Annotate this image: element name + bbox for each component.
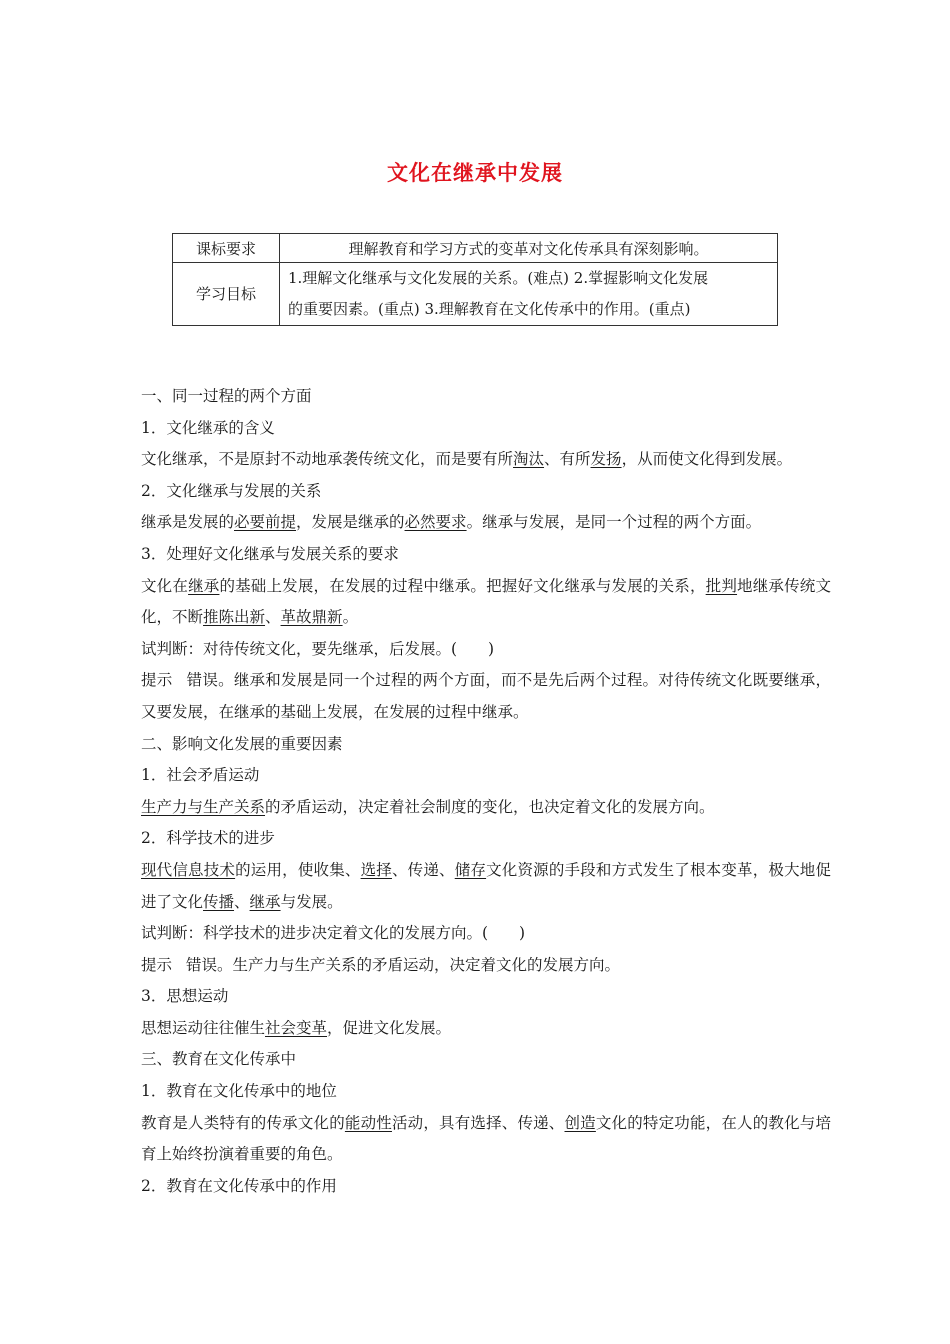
text-run: 文化的特定功能，在人的教化与培育上始终扮演着重要的角色。 xyxy=(141,1113,831,1164)
paragraph xyxy=(141,1108,831,1171)
sub-heading: 1．文化继承的含义 xyxy=(141,418,275,437)
text-run: ，促进文化发展。 xyxy=(327,1018,452,1037)
hint-paragraph xyxy=(141,665,831,728)
text-run: 。 xyxy=(342,608,359,627)
hint-label: 提示 xyxy=(141,955,173,974)
text-run: 、 xyxy=(265,608,281,627)
text-run: 的运用，使收集、 xyxy=(235,860,361,879)
judgement-question: 试判断：科学技术的进步决定着文化的发展方向。( ) xyxy=(141,924,526,943)
objective-line: 1.理解文化继承与文化发展的关系。(难点) 2.掌握影响文化发展 xyxy=(288,269,709,287)
table-cell xyxy=(280,263,778,326)
key-term: 革故鼎新 xyxy=(280,608,343,627)
text-run: 思想运动往往催生 xyxy=(141,1018,266,1037)
table-cell: 理解教育和学习方式的变革对文化传承具有深刻影响。 xyxy=(280,234,778,263)
paragraph xyxy=(141,507,831,539)
section-heading: 二、影响文化发展的重要因素 xyxy=(141,734,343,753)
key-term: 现代信息技术 xyxy=(141,860,236,879)
text-run: 、传递、 xyxy=(391,860,455,879)
paragraph xyxy=(141,571,831,634)
key-term: 淘汰 xyxy=(513,450,545,469)
hint-label: 提示 xyxy=(141,671,173,690)
key-term: 传播 xyxy=(203,892,235,911)
sub-heading: 2．文化继承与发展的关系 xyxy=(141,481,322,500)
key-term: 能动性 xyxy=(344,1113,392,1132)
hint-text: 错误。生产力与生产关系的矛盾运动，决定着文化的发展方向。 xyxy=(186,955,621,974)
sub-heading: 2．科学技术的进步 xyxy=(141,829,275,848)
table-row xyxy=(173,234,778,263)
table-header-cell: 学习目标 xyxy=(173,263,280,326)
text-run: 文化在 xyxy=(141,576,189,595)
hint-text: 错误。继承和发展是同一个过程的两个方面，而不是先后两个过程。对待传统文化既要继承，又要发展，在继承的基础上发展，在发展的过程中继承。 xyxy=(141,671,831,721)
text-run: 。继承与发展，是同一个过程的两个方面。 xyxy=(466,513,762,532)
text-run: 活动，具有选择、传递、 xyxy=(391,1113,565,1132)
sub-heading: 1．社会矛盾运动 xyxy=(141,766,260,785)
requirements-table xyxy=(172,233,778,326)
table-header-cell: 课标要求 xyxy=(173,234,280,263)
section-heading: 三、教育在文化传承中 xyxy=(141,1050,297,1069)
page-title: 文化在继承中发展 xyxy=(387,160,563,185)
key-term: 发扬 xyxy=(590,450,622,469)
sub-heading: 3．思想运动 xyxy=(141,987,229,1006)
key-term: 选择 xyxy=(360,860,392,879)
text-run: 与发展。 xyxy=(280,892,343,911)
judgement-question: 试判断：对待传统文化，要先继承，后发展。( ) xyxy=(141,639,495,658)
text-run: 的矛盾运动，决定着社会制度的变化，也决定着文化的发展方向。 xyxy=(265,797,715,816)
key-term: 继承 xyxy=(249,892,281,911)
sub-heading: 1．教育在文化传承中的地位 xyxy=(141,1082,337,1101)
hint-paragraph xyxy=(141,950,831,982)
paragraph xyxy=(141,855,831,918)
text-run: 教育是人类特有的传承文化的 xyxy=(141,1113,345,1132)
key-term: 必然要求 xyxy=(404,513,467,532)
document-body xyxy=(141,381,831,1202)
key-term: 社会变革 xyxy=(265,1018,328,1037)
key-term: 继承 xyxy=(188,576,220,595)
text-run: 、 xyxy=(234,892,250,911)
section-heading: 一、同一过程的两个方面 xyxy=(141,387,312,405)
key-term: 必要前提 xyxy=(234,513,297,532)
sub-heading: 2．教育在文化传承中的作用 xyxy=(141,1176,337,1195)
text-run: 、有所 xyxy=(544,450,591,469)
text-run: 文化继承，不是原封不动地承袭传统文化，而是要有所 xyxy=(141,450,514,469)
paragraph xyxy=(141,1013,831,1045)
paragraph xyxy=(141,444,831,476)
text-run: ，发展是继承的 xyxy=(296,513,405,532)
key-term: 生产力与生产关系 xyxy=(141,797,266,816)
key-term: 储存 xyxy=(454,860,487,879)
key-term: 推陈出新 xyxy=(203,608,266,627)
table-row xyxy=(173,263,778,326)
text-run: 文化资源的手段和方式发生了根本变革，极大地促进了文化 xyxy=(141,860,831,911)
sub-heading: 3．处理好文化继承与发展关系的要求 xyxy=(141,544,399,563)
text-run: 继承是发展的 xyxy=(141,513,235,532)
key-term: 创造 xyxy=(564,1113,596,1132)
text-run: 地继承传统文化，不断 xyxy=(141,576,831,627)
key-term: 批判 xyxy=(705,576,738,595)
text-run: ，从而使文化得到发展。 xyxy=(621,450,793,469)
text-run: 的基础上发展，在发展的过程中继承。把握好文化继承与发展的关系， xyxy=(219,576,706,595)
paragraph xyxy=(141,792,831,824)
objective-line: 的重要因素。(重点) 3.理解教育在文化传承中的作用。(重点) xyxy=(288,300,691,318)
